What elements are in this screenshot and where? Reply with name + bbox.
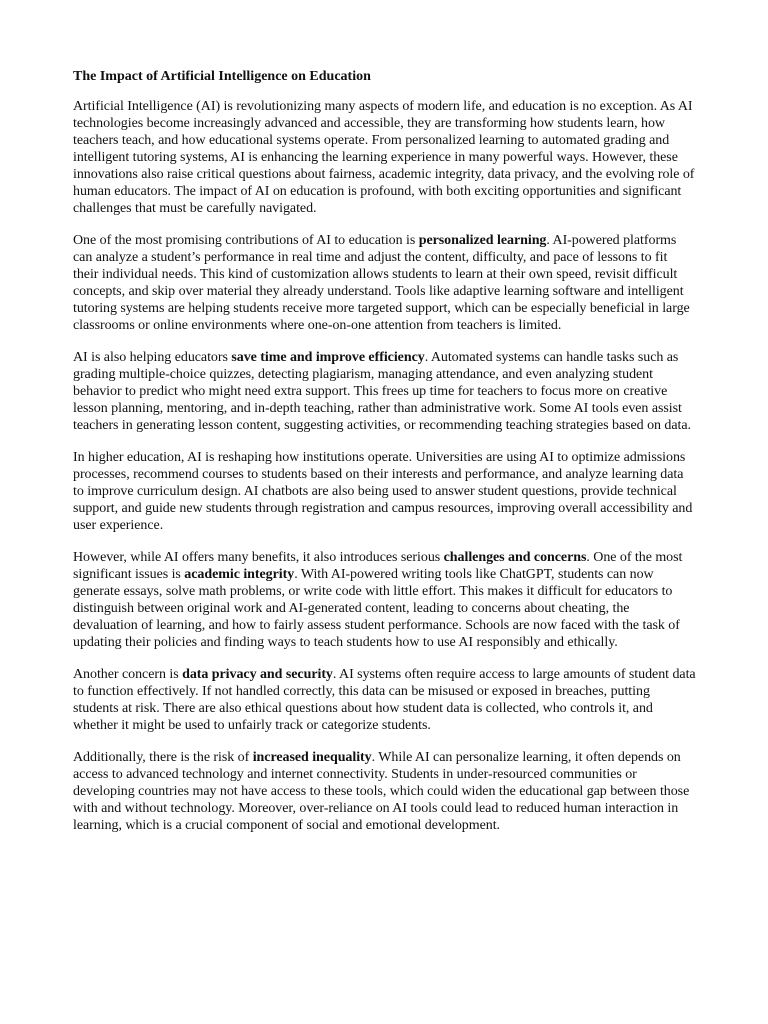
bold-term: personalized learning: [418, 233, 547, 248]
text-run: . AI systems often require access to large amounts of student data to function effectively. If not handled correctly, this data can be misused or exposed in breaches, putting students at risk. There are also ethical questions about how student data is collected, who controls it, and whether it might be used to unfairly track or categorize students.: [73, 667, 696, 733]
paragraph-inequality: [73, 749, 696, 834]
text-run: . Automated systems can handle tasks such as grading multiple-choice quizzes, detecting plagiarism, managing attendance, and even analyzing student behavior to predict who might need extra support. This frees up time for teachers to focus more on creative lesson planning, mentoring, and in-depth teaching, rather than administrative work. Some AI tools even assist teachers in generating lesson content, suggesting activities, or recommending teaching strategies based on data.: [73, 350, 691, 433]
bold-term: data privacy and security: [182, 667, 333, 682]
paragraph-data-privacy: [73, 666, 696, 734]
text-run: . With AI-powered writing tools like ChatGPT, students can now generate essays, solve math problems, or write code with little effort. This makes it difficult for educators to distinguish between original work and AI-generated content, leading to concerns about cheating, the devaluation of learning, and how to fairly assess student performance. Schools are now faced with the task of updating their policies and finding ways to teach students how to use AI responsibly and ethically.: [73, 567, 680, 650]
paragraph-personalized-learning: [73, 232, 696, 334]
text-run: Artificial Intelligence (AI) is revolutionizing many aspects of modern life, and education is no exception. As AI technologies become increasingly advanced and accessible, they are transforming how students learn, how teachers teach, and how educational systems operate. From personalized learning to automated grading and intelligent tutoring systems, AI is enhancing the learning experience in many powerful ways. However, these innovations also raise critical questions about fairness, academic integrity, data privacy, and the evolving role of human educators. The impact of AI on education is profound, with both exciting opportunities and significant challenges that must be carefully navigated.: [73, 99, 695, 216]
paragraph-higher-education: [73, 449, 696, 534]
text-run: . AI-powered platforms can analyze a student’s performance in real time and adjust the content, difficulty, and pace of lessons to fit their individual needs. This kind of customization allows students to learn at their own speed, revisit difficult concepts, and skip over material they already understand. Tools like adaptive learning software and intelligent tutoring systems are helping students receive more targeted support, which can be especially beneficial in large classrooms or online environments where one-on-one attention from teachers is limited.: [73, 233, 690, 333]
text-run: . One of the most significant issues is: [73, 550, 683, 582]
bold-term: challenges and concerns: [443, 550, 587, 565]
text-run: One of the most promising contributions of AI to education is: [73, 233, 419, 248]
text-run: . While AI can personalize learning, it often depends on access to advanced technology and internet connectivity. Students in under-resourced communities or developing countries may not have access to these tools, which could widen the educational gap between those with and without technology. Moreover, over-reliance on AI tools could lead to reduced human interaction in learning, which is a crucial component of social and emotional development.: [73, 750, 690, 833]
text-run: In higher education, AI is reshaping how institutions operate. Universities are using AI to optimize admissions processes, recommend courses to students based on their interests and performance, and analyze learning data to improve curriculum design. AI chatbots are also being used to answer student questions, provide technical support, and guide new students through registration and campus resources, improving overall accessibility and user experience.: [73, 450, 693, 533]
text-run: Another concern is: [73, 667, 183, 682]
bold-term: increased inequality: [252, 750, 372, 765]
text-run: AI is also helping educators: [73, 350, 232, 365]
text-run: Additionally, there is the risk of: [73, 750, 253, 765]
text-run: However, while AI offers many benefits, it also introduces serious: [73, 550, 444, 565]
document-title: The Impact of Artificial Intelligence on Education: [73, 69, 371, 84]
paragraph-intro: [73, 98, 696, 217]
bold-term: save time and improve efficiency: [231, 350, 425, 365]
paragraph-challenges: [73, 549, 696, 651]
paragraph-efficiency: [73, 349, 696, 434]
bold-term: academic integrity: [184, 567, 295, 582]
